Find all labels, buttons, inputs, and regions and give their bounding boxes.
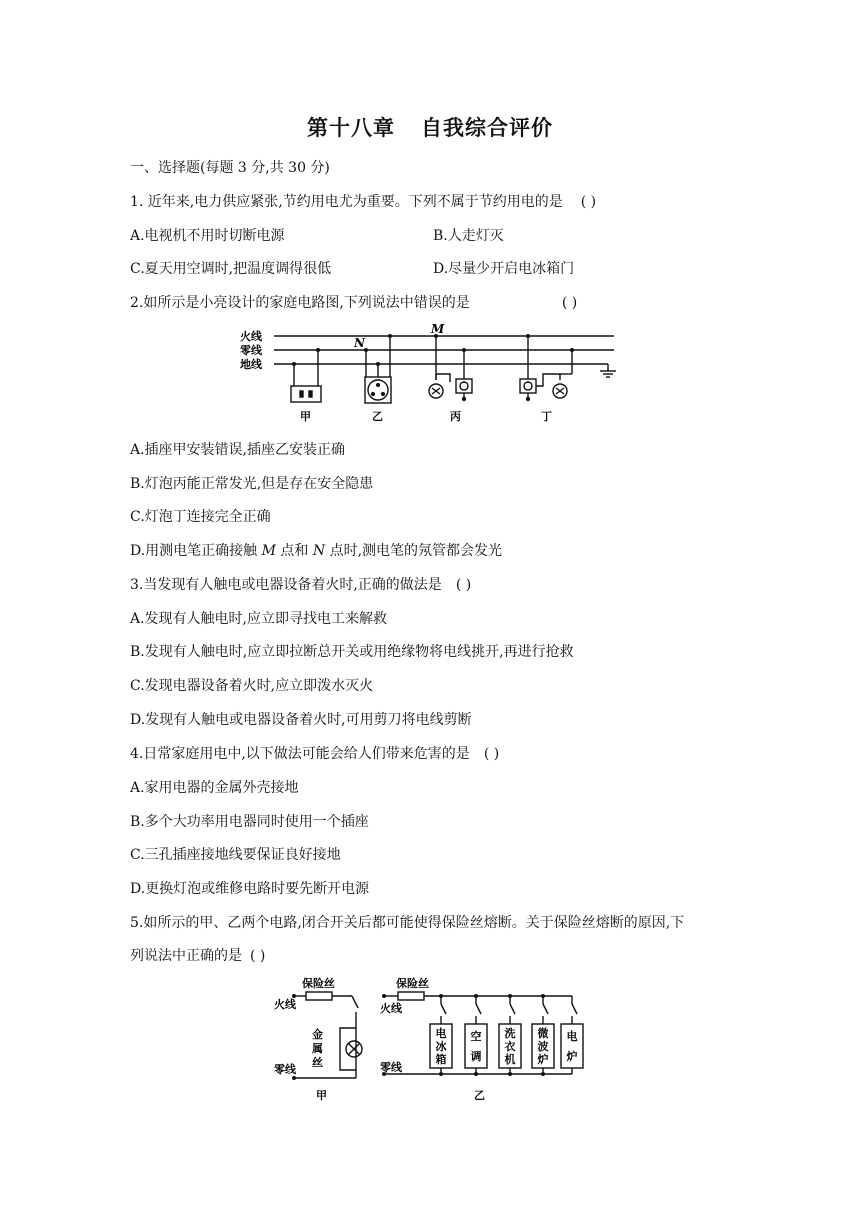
q5-answer-blank: ( ) (250, 948, 266, 964)
q2-option-a: A.插座甲安装错误,插座乙安装正确 (130, 442, 346, 458)
label-ground-wire: 地线 (240, 358, 262, 371)
q2-option-b: B.灯泡丙能正常发光,但是存在安全隐患 (130, 476, 374, 492)
label-jia: 甲 (300, 410, 311, 423)
svg-text:炉: 炉 (537, 1053, 549, 1066)
q1-option-b: B.人走灯灭 (433, 228, 504, 244)
appliance-microwave (537, 1026, 549, 1066)
label-ding: 丁 (541, 410, 552, 423)
q3-stem: 3.当发现有人触电或电器设备着火时,正确的做法是 ( ) (130, 577, 472, 593)
label-live-wire: 火线 (240, 330, 262, 343)
q4-answer-blank: ( ) (483, 746, 500, 762)
svg-text:炉: 炉 (566, 1050, 578, 1063)
q1-option-a: A.电视机不用时切断电源 (130, 228, 285, 244)
label-metal-wire-1: 金 (312, 1028, 323, 1041)
svg-text:微: 微 (537, 1027, 549, 1040)
label-metal-wire-2: 属 (312, 1042, 323, 1055)
label-jia: 甲 (316, 1089, 327, 1102)
label-live-jia: 火线 (274, 998, 296, 1011)
q5-stem-line1: 5.如所示的甲、乙两个电路,闭合开关后都可能使得保险丝熔断。关于保险丝熔断的原因,下 (130, 915, 685, 931)
page-title (0, 112, 860, 142)
q4-stem: 4.日常家庭用电中,以下做法可能会给人们带来危害的是 ( ) (130, 746, 500, 762)
label-metal-wire-3: 丝 (312, 1056, 323, 1069)
q4-option-b: B.多个大功率用电器同时使用一个插座 (130, 814, 369, 830)
q2-option-d: D.用测电笔正确接触 M 点和 N 点时,测电笔的氖管都会发光 (130, 543, 503, 559)
svg-text:电: 电 (566, 1030, 578, 1043)
label-bing: 丙 (450, 410, 461, 423)
q4-option-c: C.三孔插座接地线要保证良好接地 (130, 847, 341, 863)
q3-option-b: B.发现有人触电时,应立即拉断总开关或用绝缘物将电线挑开,再进行抢救 (130, 644, 574, 660)
svg-text:波: 波 (537, 1040, 549, 1053)
q1-option-d: D.尽量少开启电冰箱门 (433, 261, 575, 277)
label-fuse-jia: 保险丝 (302, 977, 335, 990)
q4-option-a: A.家用电器的金属外壳接地 (130, 780, 299, 796)
appliance-washing-machine (504, 1026, 516, 1066)
q3-option-c: C.发现电器设备着火时,应立即泼水灭火 (130, 678, 374, 694)
label-point-m: M (431, 322, 445, 336)
q4-option-d: D.更换灯泡或维修电路时要先断开电源 (130, 881, 370, 897)
appliance-fridge (436, 1026, 447, 1066)
q3-option-d: D.发现有人触电或电器设备着火时,可用剪刀将电线剪断 (130, 712, 472, 728)
label-fuse-yi: 保险丝 (396, 977, 429, 990)
q1-stem: 1. 近年来,电力供应紧张,节约用电尤为重要。下列不属于节约用电的是 ( ) (130, 194, 597, 210)
label-point-n: N (354, 336, 365, 350)
label-live-yi: 火线 (380, 1002, 402, 1015)
label-neutral-wire: 零线 (240, 344, 262, 357)
q1-option-c: C.夏天用空调时,把温度调得很低 (130, 261, 332, 277)
svg-text:电: 电 (435, 1027, 447, 1040)
q5-stem-line2: 列说法中正确的是 ( ) (130, 948, 266, 964)
svg-text:冰: 冰 (435, 1040, 447, 1053)
svg-text:调: 调 (470, 1050, 482, 1063)
q5-circuit-diagrams (272, 972, 594, 1106)
q3-option-a: A.发现有人触电时,应立即寻找电工来解救 (130, 611, 388, 627)
section-heading: 一、选择题(每题 3 分,共 30 分) (130, 160, 330, 176)
q2-option-c: C.灯泡丁连接完全正确 (130, 509, 271, 525)
q2-answer-blank: ( ) (561, 295, 578, 311)
title-subject: 自我综合评价 (421, 116, 553, 140)
label-neutral-yi: 零线 (380, 1061, 402, 1074)
svg-text:箱: 箱 (435, 1053, 447, 1066)
appliance-air-conditioner (471, 1029, 482, 1063)
q2-circuit-diagram (238, 322, 628, 426)
title-chapter: 第十八章 (307, 116, 395, 140)
svg-text:机: 机 (504, 1053, 516, 1066)
svg-text:空: 空 (470, 1030, 482, 1043)
label-neutral-jia: 零线 (274, 1063, 296, 1076)
q3-answer-blank: ( ) (455, 577, 472, 593)
svg-text:洗: 洗 (504, 1027, 516, 1040)
svg-text:衣: 衣 (504, 1040, 516, 1053)
q2-stem: 2.如所示是小亮设计的家庭电路图,下列说法中错误的是 ( ) (130, 295, 578, 311)
label-yi: 乙 (372, 410, 383, 423)
appliance-electric-stove (566, 1029, 578, 1063)
q1-answer-blank: ( ) (580, 194, 597, 210)
label-yi: 乙 (474, 1089, 485, 1102)
